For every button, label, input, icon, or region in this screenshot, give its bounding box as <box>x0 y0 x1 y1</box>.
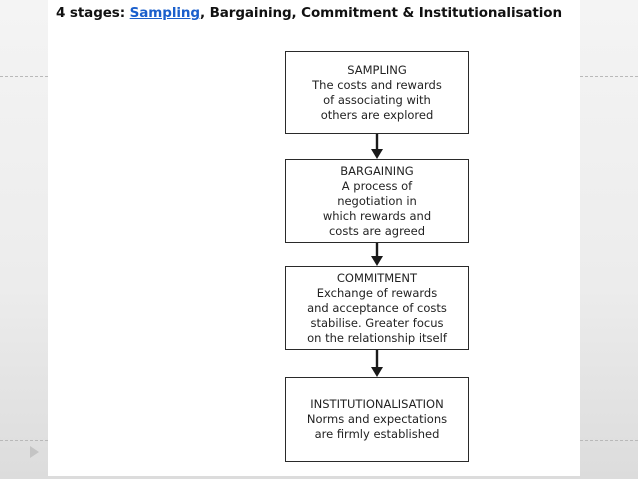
content-panel <box>48 0 580 476</box>
stage-description: The costs and rewards of associating with others are explored <box>312 77 442 122</box>
stage-description: Exchange of rewards and acceptance of costs stabilise. Greater focus on the relationship itself <box>307 285 447 345</box>
stage-description: Norms and expectations are firmly established <box>306 412 448 441</box>
stage-box-commitment <box>285 266 469 350</box>
sampling-link[interactable]: Sampling <box>129 5 200 21</box>
stage-box-bargaining <box>285 159 469 243</box>
arrow-head <box>371 149 383 159</box>
heading-prefix: 4 stages: <box>56 5 130 21</box>
slide-divider-bottom-right <box>580 440 638 441</box>
stage-description: A process of negotiation in which rewards and costs are agreed <box>322 178 432 238</box>
arrow-head <box>371 256 383 266</box>
stage-title: BARGAINING <box>340 163 414 178</box>
arrow-sampling-to-bargaining <box>371 134 383 159</box>
arrow-head <box>371 367 383 377</box>
stage-title: INSTITUTIONALISATION <box>310 397 444 411</box>
heading-suffix: , Bargaining, Commitment & Institutionalisation <box>199 5 562 21</box>
play-arrow-icon <box>30 446 39 458</box>
stage-box-sampling <box>285 51 469 134</box>
stage-box-institutionalisation <box>285 377 469 462</box>
slide-divider-bottom-left <box>0 440 48 441</box>
arrow-commitment-to-institutionalisation <box>371 350 383 377</box>
slide-divider-top-left <box>0 76 48 77</box>
arrow-bargaining-to-commitment <box>371 243 383 266</box>
stage-title: COMMITMENT <box>336 270 418 285</box>
stage-title: SAMPLING <box>347 62 407 77</box>
slide-divider-top-right <box>580 76 638 77</box>
